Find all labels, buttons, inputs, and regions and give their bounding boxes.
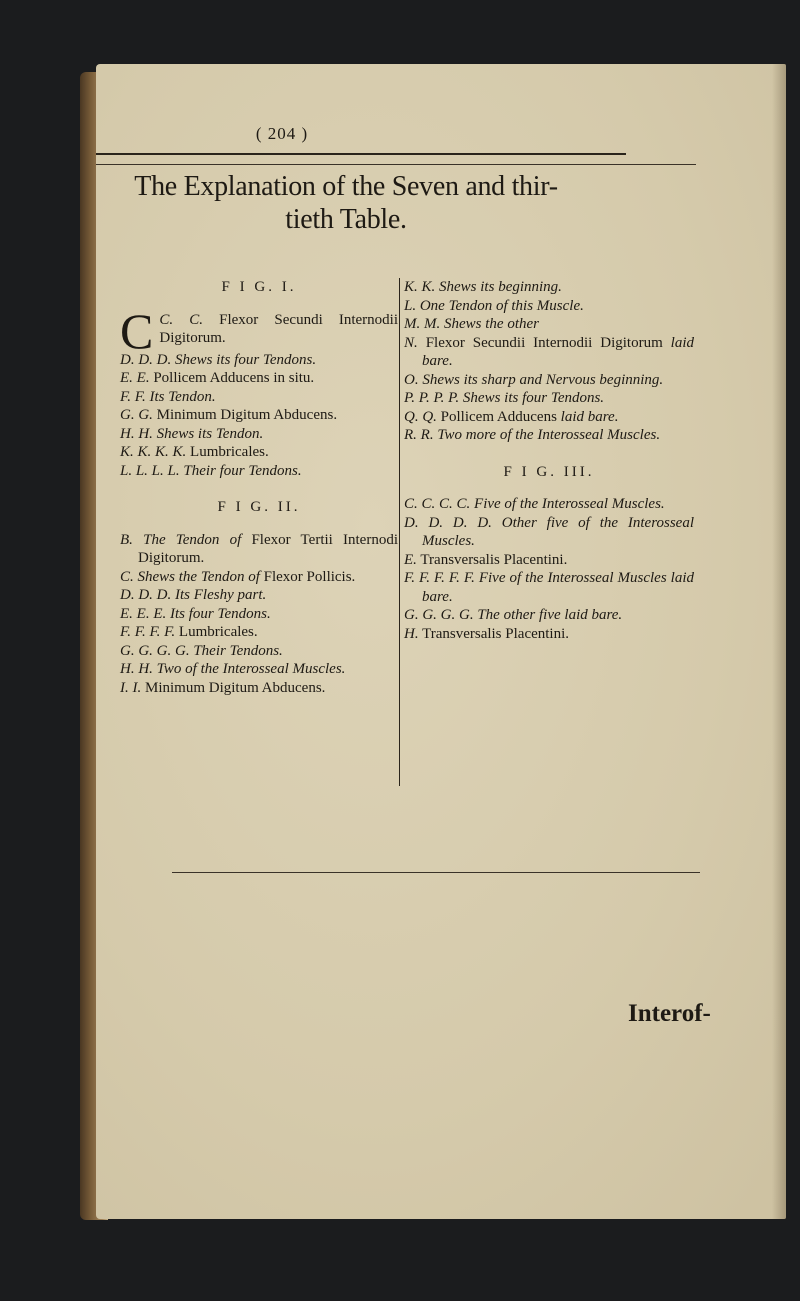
entry-key: C. C. — [159, 311, 203, 328]
entry-text-italic: Shews the other — [444, 316, 539, 332]
legend-entry — [404, 606, 694, 625]
entry-key: B. — [120, 531, 133, 548]
entry-key: E. E. E. — [120, 605, 167, 622]
header-rule-bottom — [96, 164, 696, 165]
entry-text: Transversalis Placentini. — [420, 551, 568, 568]
entry-text: Transversalis Placentini. — [422, 625, 570, 642]
right-column — [404, 278, 694, 643]
entry-text-italic: laid bare. — [422, 334, 695, 369]
entry-key: Q. Q. — [404, 408, 437, 425]
legend-entry — [404, 334, 694, 371]
legend-entry — [120, 443, 398, 462]
entry-text: Flexor Tertii Internodi Digitorum. — [138, 531, 398, 566]
entry-text: Shews its four Tendons. — [175, 351, 317, 368]
entry-key: I. I. — [120, 679, 142, 696]
catchword: Interof- — [628, 1000, 711, 1027]
legend-entry — [120, 406, 398, 425]
entry-text-italic: Its Fleshy part. — [175, 587, 267, 603]
entry-key: F. F. — [120, 388, 146, 405]
legend-entry — [120, 660, 398, 679]
legend-entry — [404, 297, 694, 316]
entry-key: L. L. L. L. — [120, 462, 180, 479]
entry-key: E. E. — [120, 370, 150, 386]
legend-entry — [404, 551, 694, 570]
entry-text: Lumbricales. — [178, 624, 258, 640]
legend-entry — [404, 514, 694, 551]
entry-text: Pollicem Adducens — [440, 408, 557, 425]
entry-key: G. G. — [120, 407, 153, 423]
entry-text: Minimum Digitum Abducens. — [156, 407, 338, 423]
entry-key: G. G. G. G. — [120, 642, 190, 659]
entry-text: Their four Tendons. — [183, 462, 302, 479]
legend-entry — [120, 351, 398, 370]
entry-text-italic: Shews its beginning. — [439, 279, 562, 295]
entry-text-italic: Five of the Interosseal Muscles laid bare. — [422, 570, 695, 605]
page-title — [96, 170, 596, 236]
entry-key: H. H. — [120, 661, 153, 677]
entry-text-italic: Five of the Interosseal Muscles. — [474, 496, 665, 512]
header-rule-top — [96, 153, 626, 155]
entry-text-italic: Shews its four Tendons. — [462, 390, 605, 406]
entry-text: Shews its Tendon. — [156, 425, 264, 442]
fig-1-heading: F I G. I. — [221, 279, 297, 295]
legend-entry — [404, 371, 694, 390]
entry-text-italic: Shews its sharp and Nervous beginning. — [422, 371, 664, 388]
page-title-line-2: tieth Table. — [285, 204, 407, 235]
entry-key: K. K. — [404, 279, 436, 295]
entry-key: K. K. K. K. — [120, 444, 187, 460]
legend-entry — [404, 315, 694, 334]
legend-entry — [120, 568, 398, 587]
entry-key: F. F. F. F. F. — [404, 570, 475, 586]
entry-key: D. D. D. D. — [404, 514, 492, 531]
fig-2-heading: F I G. II. — [217, 499, 301, 515]
entry-text: Its Tendon. — [149, 388, 216, 405]
entry-key: F. F. F. F. — [120, 624, 176, 640]
drop-cap: C — [120, 302, 154, 359]
legend-entry — [120, 531, 398, 568]
legend-entry — [120, 623, 398, 642]
page-title-line-1: The Explanation of the Seven and thir- — [134, 171, 558, 202]
legend-entry — [120, 388, 398, 407]
entry-key: C. — [120, 568, 134, 585]
footer-rule — [172, 872, 700, 873]
legend-entry — [120, 425, 398, 444]
entry-text: Flexor Secundi Internodii Digitorum. — [159, 311, 399, 346]
entry-text-italic: One Tendon of this Muscle. — [419, 297, 584, 314]
legend-entry — [120, 369, 398, 388]
entry-key: E. — [404, 551, 417, 568]
entry-key: M. M. — [404, 316, 441, 332]
entry-text-italic: Other five of the Interosseal Muscles. — [422, 514, 694, 549]
entry-text: Pollicem Adducens in situ. — [153, 370, 315, 386]
entry-key: N. — [404, 334, 418, 351]
left-column — [120, 278, 398, 697]
entry-text-italic: Its four Tendons. — [170, 605, 271, 622]
legend-entry — [404, 408, 694, 427]
fig-3-heading: F I G. III. — [503, 463, 595, 480]
entry-key: H. H. — [120, 425, 153, 442]
legend-entry — [404, 625, 694, 644]
entry-key: L. — [404, 297, 417, 314]
legend-entry — [120, 679, 398, 698]
legend-entry — [120, 642, 398, 661]
entry-key: D. D. D. — [120, 351, 172, 368]
entry-text-italic: Two more of the Interosseal Muscles. — [437, 427, 661, 443]
entry-key: H. — [404, 625, 419, 642]
entry-key: R. R. — [404, 427, 434, 443]
column-divider — [399, 278, 400, 786]
entry-key: O. — [404, 371, 419, 388]
entry-text-italic: The other five laid bare. — [477, 607, 623, 623]
legend-entry — [120, 462, 398, 481]
entry-key: D. D. D. — [120, 587, 172, 603]
entry-key: C. C. C. C. — [404, 496, 471, 512]
legend-entry — [404, 278, 694, 297]
legend-entry — [404, 426, 694, 445]
entry-key: P. P. P. P. — [404, 390, 460, 406]
entry-text-italic: laid bare. — [560, 408, 619, 425]
entry-text-italic: The Tendon of — [143, 531, 242, 548]
entry-text-italic: Their Tendons. — [193, 642, 283, 659]
legend-entry — [120, 586, 398, 605]
entry-text: Lumbricales. — [190, 444, 269, 460]
entry-text: Flexor Pollicis. — [263, 568, 356, 585]
entry-text: Flexor Secundii Internodii Digitorum — [425, 334, 663, 351]
entry-key: G. G. G. G. — [404, 607, 474, 623]
entry-text: Minimum Digitum Abducens. — [145, 679, 326, 696]
legend-entry — [120, 302, 399, 359]
legend-entry — [120, 605, 398, 624]
legend-entry — [404, 389, 694, 408]
legend-entry — [404, 569, 694, 606]
page-number: ( 204 ) — [255, 124, 309, 143]
entry-text-italic: Two of the Interosseal Muscles. — [156, 661, 346, 677]
page-gutter-shadow — [772, 64, 786, 1219]
legend-entry — [404, 495, 694, 514]
entry-text-italic: Shews the Tendon of — [137, 568, 260, 585]
